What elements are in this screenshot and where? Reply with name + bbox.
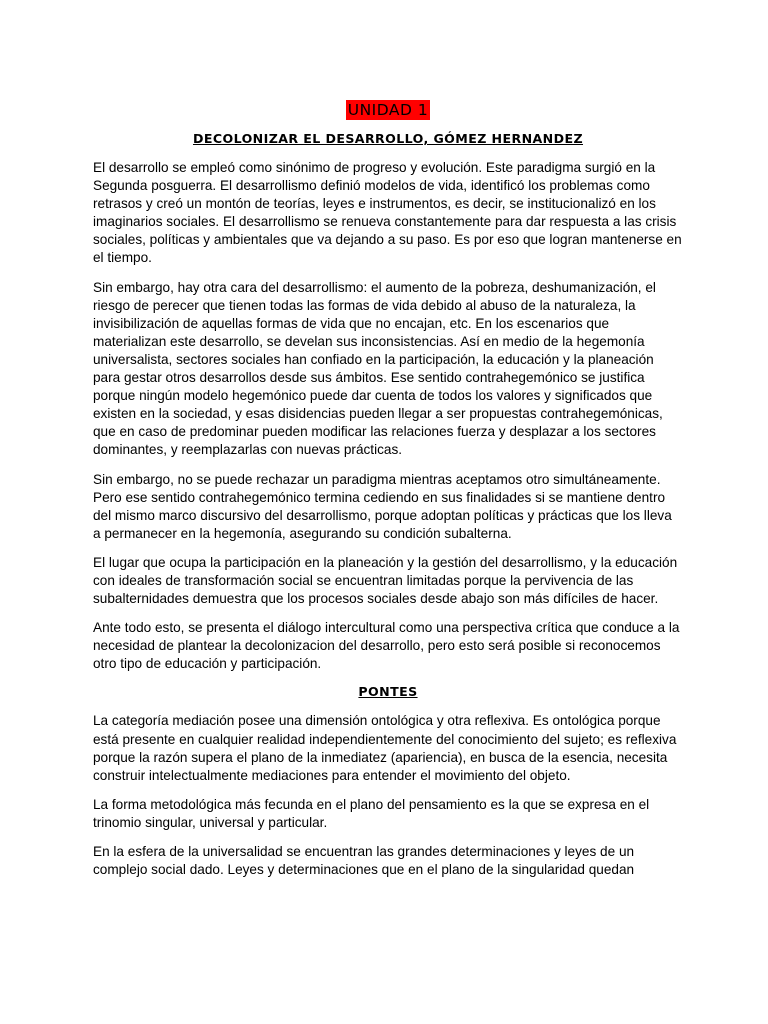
unit-label: UNIDAD 1 [347, 101, 429, 119]
paragraph: El lugar que ocupa la participación en la planeación y la gestión del desarrollismo, y la educación con ideales de transformación social se encuentran limitadas porque la pervivencia de las subalternidades demuestra que los procesos sociales desde abajo son más difíciles de hacer. [93, 554, 678, 607]
section-decolonizar [93, 131, 683, 673]
paragraph: Sin embargo, no se puede rechazar un paradigma mientras aceptamos otro simultáneamente. Pero ese sentido contrahegemónico termina cediendo en sus finalidades si se mantiene dentro del mismo marco discursivo del desarrollismo, porque adoptan políticas y prácticas que los lleva a permanecer en la hegemonía, asegurando su condición subalterna. [93, 471, 672, 541]
paragraph: La forma metodológica más fecunda en el plano del pensamiento es la que se expresa en el trinomio singular, universal y particular. [93, 796, 650, 830]
document-page [93, 100, 683, 890]
paragraph: La categoría mediación posee una dimensión ontológica y otra reflexiva. Es ontológica porque está presente en cualquier realidad independientemente del conocimiento del sujeto; es reflexiva porque la razón supera el plano de la inmediatez (apariencia), en busca de la esencia, necesita construir intelectualmente mediaciones para entender el movimiento del objeto. [93, 713, 677, 783]
paragraph: El desarrollo se empleó como sinónimo de progreso y evolución. Este paradigma surgió en la Segunda posguerra. El desarrollismo definió modelos de vida, identificó los problemas como retrasos y creó un montón de teorías, leyes e instrumentos, es decir, se institucionalizó en los imaginarios sociales. El desarrollismo se renueva constantemente para dar respuesta a las crisis sociales, políticas y ambientales que va dejando a su paso. Es por eso que logran mantenerse en el tiempo. [93, 160, 682, 266]
section-title: PONTES [358, 684, 418, 700]
paragraph: Sin embargo, hay otra cara del desarrollismo: el aumento de la pobreza, deshumanización, el riesgo de perecer que tienen todas las formas de vida debido al abuso de la naturaleza, la invisibilización de aquellas formas de vida que no encajan, etc. En los escenarios que materializan este desarrollo, se develan sus inconsistencias. Así en medio de la hegemonía universalista, sectores sociales han confiado en la participación, la educación y la planeación para gestar otros desarrollos desde sus ámbitos. Ese sentido contrahegemónico se justifica porque ningún modelo hegemónico puede dar cuenta de todos los valores y significados que existen en la sociedad, y esas disidencias pueden llegar a ser propuestas contrahegemónicas, que en caso de predominar pueden modificar las relaciones fuerza y desplazar a los sectores dominantes, y reemplazarlas con nuevas prácticas. [93, 279, 663, 458]
paragraph: Ante todo esto, se presenta el diálogo intercultural como una perspectiva crítica que conduce a la necesidad de plantear la decolonizacion del desarrollo, pero esto será posible si reconocemos otro tipo de educación y participación. [93, 620, 680, 672]
paragraph: En la esfera de la universalidad se encuentran las grandes determinaciones y leyes de un complejo social dado. Leyes y determinaciones que en el plano de la singularidad quedan [93, 844, 635, 878]
unit-heading [93, 100, 683, 122]
section-title: DECOLONIZAR EL DESARROLLO, GÓMEZ HERNANDEZ [192, 131, 583, 146]
section-pontes [93, 684, 683, 879]
